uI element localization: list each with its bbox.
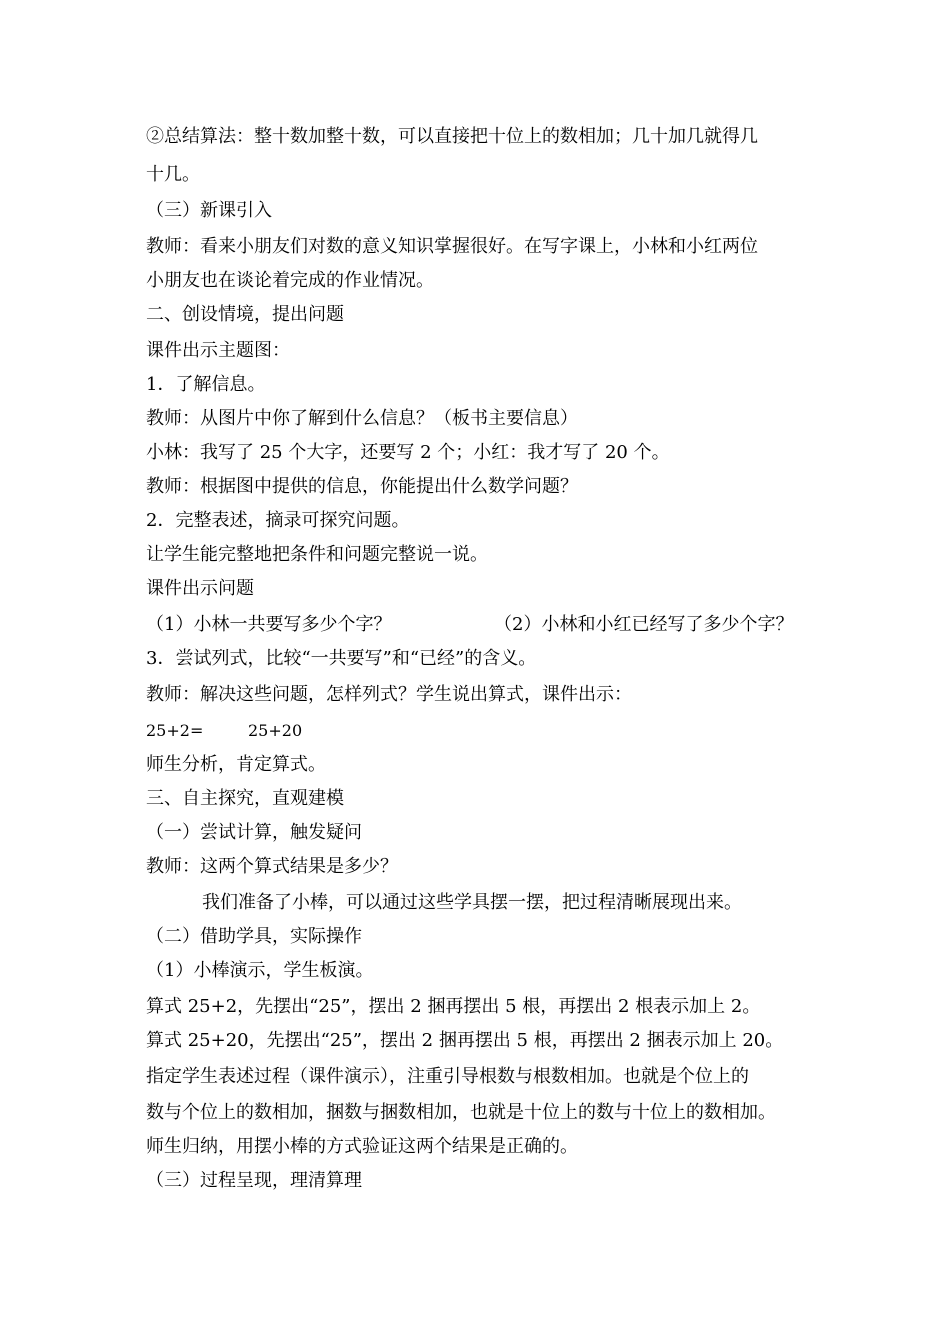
section-heading: （三）新课引入 [146,200,272,221]
text-line: 十几。 [146,164,200,185]
text-line: 指定学生表述过程（课件演示），注重引导根数与根数相加。也就是个位上的 [146,1066,749,1087]
text-line: 小林：我写了 25 个大字，还要写 2 个；小红：我才写了 20 个。 [146,442,670,463]
text-line: 1．了解信息。 [146,374,266,395]
text-line: 课件出示主题图： [146,340,290,361]
text-line: 小朋友也在谈论着完成的作业情况。 [146,270,434,291]
text-line: 数与个位上的数相加，捆数与捆数相加，也就是十位上的数与十位上的数相加。 [146,1102,776,1123]
question-2: （2）小林和小红已经写了多少个字？ [494,614,794,635]
text-line: 师生归纳，用摆小棒的方式验证这两个结果是正确的。 [146,1136,578,1157]
section-heading: （一）尝试计算，触发疑问 [146,822,362,843]
text-line: 教师：从图片中你了解到什么信息？（板书主要信息） [146,408,578,429]
text-line: 教师：解决这些问题，怎样列式？学生说出算式，课件出示： [146,684,632,705]
text-line: 3．尝试列式，比较“一共要写”和“已经”的含义。 [146,648,537,669]
text-line: 师生分析，肯定算式。 [146,754,326,775]
text-line: 教师：根据图中提供的信息，你能提出什么数学问题？ [146,476,578,497]
section-heading: 二、创设情境，提出问题 [146,304,344,325]
text-line: ②总结算法：整十数加整十数，可以直接把十位上的数相加；几十加几就得几 [146,126,758,147]
text-line: 2．完整表述，摘录可探究问题。 [146,510,410,531]
equation-1: 25+2= [146,721,204,740]
section-heading: 三、自主探究，直观建模 [146,788,344,809]
text-line: 教师：这两个算式结果是多少？ [146,856,398,877]
question-1: （1）小林一共要写多少个字？ [146,614,392,635]
text-line: 教师：看来小朋友们对数的意义知识掌握很好。在写字课上，小林和小红两位 [146,236,758,257]
text-line: （1）小棒演示，学生板演。 [146,960,374,981]
text-line: 让学生能完整地把条件和问题完整说一说。 [146,544,488,565]
section-heading: （三）过程呈现，理清算理 [146,1170,362,1191]
text-line: 课件出示问题 [146,578,254,599]
text-line: 算式 25+2，先摆出“25”，摆出 2 捆再摆出 5 根，再摆出 2 根表示加上 2。 [146,996,761,1017]
text-line: 我们准备了小棒，可以通过这些学具摆一摆，把过程清晰展现出来。 [202,892,742,913]
section-heading: （二）借助学具，实际操作 [146,926,362,947]
equation-2: 25+20 [248,721,303,740]
text-line: 算式 25+20，先摆出“25”，摆出 2 捆再摆出 5 根，再摆出 2 捆表示加上 20。 [146,1030,784,1051]
